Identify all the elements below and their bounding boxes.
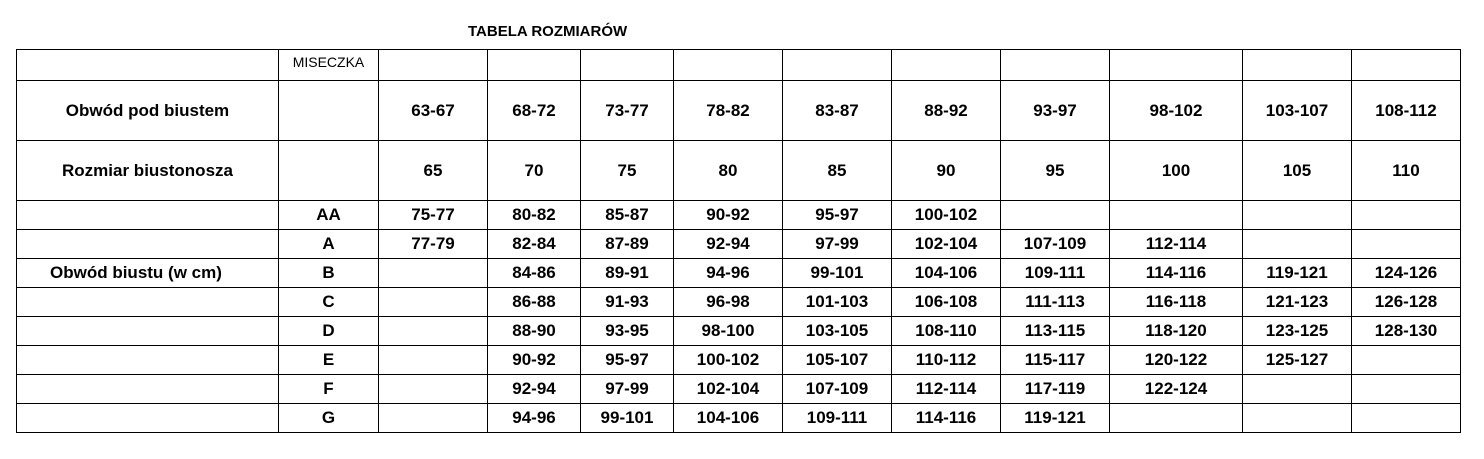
empty-cell [581, 50, 674, 81]
bust-value [379, 346, 488, 375]
bust-value [1110, 201, 1243, 230]
empty-cell [279, 141, 379, 201]
empty-cell [783, 50, 892, 81]
value-cell: 98-102 [1110, 81, 1243, 141]
value-cell: 83-87 [783, 81, 892, 141]
bust-value: 115-117 [1001, 346, 1110, 375]
bust-value: 99-101 [783, 259, 892, 288]
bust-value [1001, 201, 1110, 230]
bust-value: 119-121 [1243, 259, 1352, 288]
bust-value [1352, 375, 1461, 404]
cup-row [17, 230, 1461, 259]
value-cell: 105 [1243, 141, 1352, 201]
value-cell: 63-67 [379, 81, 488, 141]
bust-value: 80-82 [488, 201, 581, 230]
value-cell: 68-72 [488, 81, 581, 141]
bust-value: 123-125 [1243, 317, 1352, 346]
bust-value: 112-114 [892, 375, 1001, 404]
empty-cell [488, 50, 581, 81]
bust-value: 91-93 [581, 288, 674, 317]
bust-value: 86-88 [488, 288, 581, 317]
value-cell: 90 [892, 141, 1001, 201]
cup-label: G [279, 404, 379, 433]
bust-value: 120-122 [1110, 346, 1243, 375]
bust-value [1243, 230, 1352, 259]
bust-value [379, 375, 488, 404]
bust-value: 116-118 [1110, 288, 1243, 317]
bust-value: 98-100 [674, 317, 783, 346]
underbust-row [17, 81, 1461, 141]
empty-cell [1001, 50, 1110, 81]
empty-cell [279, 81, 379, 141]
bust-value: 77-79 [379, 230, 488, 259]
cup-label: D [279, 317, 379, 346]
bust-value: 125-127 [1243, 346, 1352, 375]
cup-row [17, 375, 1461, 404]
bust-value: 82-84 [488, 230, 581, 259]
bust-value: 126-128 [1352, 288, 1461, 317]
empty-cell [17, 230, 279, 259]
cup-label: A [279, 230, 379, 259]
bust-value: 90-92 [488, 346, 581, 375]
bust-value: 92-94 [488, 375, 581, 404]
empty-cell [1243, 50, 1352, 81]
bust-value: 95-97 [581, 346, 674, 375]
bust-value: 117-119 [1001, 375, 1110, 404]
bust-value: 102-104 [892, 230, 1001, 259]
band-size-row [17, 141, 1461, 201]
bust-value: 109-111 [783, 404, 892, 433]
bust-value [379, 259, 488, 288]
bust-value: 101-103 [783, 288, 892, 317]
bust-value: 90-92 [674, 201, 783, 230]
value-cell: 80 [674, 141, 783, 201]
empty-cell [379, 50, 488, 81]
empty-cell [1110, 50, 1243, 81]
cup-row [17, 288, 1461, 317]
cup-row [17, 201, 1461, 230]
bust-value: 119-121 [1001, 404, 1110, 433]
bust-value: 106-108 [892, 288, 1001, 317]
bust-value: 100-102 [892, 201, 1001, 230]
bust-value [1243, 201, 1352, 230]
value-cell: 95 [1001, 141, 1110, 201]
value-cell: 70 [488, 141, 581, 201]
bust-value: 122-124 [1110, 375, 1243, 404]
bust-value [1243, 375, 1352, 404]
bust-value: 95-97 [783, 201, 892, 230]
value-cell: 88-92 [892, 81, 1001, 141]
bust-value: 118-120 [1110, 317, 1243, 346]
cup-label: E [279, 346, 379, 375]
empty-cell [892, 50, 1001, 81]
size-table [16, 49, 1461, 433]
empty-cell [17, 288, 279, 317]
bust-value: 114-116 [1110, 259, 1243, 288]
bust-value: 93-95 [581, 317, 674, 346]
bust-value [1352, 230, 1461, 259]
bust-value: 105-107 [783, 346, 892, 375]
value-cell: 100 [1110, 141, 1243, 201]
empty-cell [17, 346, 279, 375]
row-label: Rozmiar biustonosza [17, 141, 279, 201]
empty-cell [17, 375, 279, 404]
bust-value: 104-106 [892, 259, 1001, 288]
bust-value [379, 288, 488, 317]
bust-value: 94-96 [674, 259, 783, 288]
bust-value [1352, 201, 1461, 230]
bust-value: 111-113 [1001, 288, 1110, 317]
bust-value [1110, 404, 1243, 433]
page-title: TABELA ROZMIARÓW [468, 23, 628, 40]
value-cell: 78-82 [674, 81, 783, 141]
bust-value: 75-77 [379, 201, 488, 230]
bust-value: 96-98 [674, 288, 783, 317]
value-cell: 108-112 [1352, 81, 1461, 141]
cup-label: C [279, 288, 379, 317]
bust-value: 97-99 [581, 375, 674, 404]
empty-cell [1352, 50, 1461, 81]
empty-cell [674, 50, 783, 81]
bust-value: 97-99 [783, 230, 892, 259]
bust-value: 103-105 [783, 317, 892, 346]
empty-cell [17, 317, 279, 346]
cup-label: AA [279, 201, 379, 230]
bust-value: 114-116 [892, 404, 1001, 433]
bust-value: 110-112 [892, 346, 1001, 375]
bust-value: 128-130 [1352, 317, 1461, 346]
value-cell: 93-97 [1001, 81, 1110, 141]
value-cell: 85 [783, 141, 892, 201]
value-cell: 65 [379, 141, 488, 201]
bust-value: 109-111 [1001, 259, 1110, 288]
bust-value [1243, 404, 1352, 433]
bust-value: 113-115 [1001, 317, 1110, 346]
cup-row [17, 404, 1461, 433]
bust-label: Obwód biustu (w cm) [17, 259, 279, 288]
bust-value: 99-101 [581, 404, 674, 433]
bust-value: 107-109 [783, 375, 892, 404]
bust-value: 102-104 [674, 375, 783, 404]
value-cell: 75 [581, 141, 674, 201]
value-cell: 73-77 [581, 81, 674, 141]
bust-value: 124-126 [1352, 259, 1461, 288]
bust-value: 89-91 [581, 259, 674, 288]
bust-value [1352, 346, 1461, 375]
row-label: Obwód pod biustem [17, 81, 279, 141]
value-cell: 110 [1352, 141, 1461, 201]
bust-value: 92-94 [674, 230, 783, 259]
bust-value: 87-89 [581, 230, 674, 259]
bust-value [379, 317, 488, 346]
bust-value: 85-87 [581, 201, 674, 230]
cup-label: B [279, 259, 379, 288]
bust-value: 107-109 [1001, 230, 1110, 259]
header-row [17, 50, 1461, 81]
empty-cell [17, 404, 279, 433]
empty-cell [17, 201, 279, 230]
empty-cell [17, 50, 279, 81]
cup-row [17, 317, 1461, 346]
bust-value: 100-102 [674, 346, 783, 375]
cup-label: F [279, 375, 379, 404]
cup-header: MISECZKA [279, 50, 379, 81]
bust-value: 94-96 [488, 404, 581, 433]
cup-row [17, 259, 1461, 288]
bust-value: 108-110 [892, 317, 1001, 346]
bust-value [379, 404, 488, 433]
value-cell: 103-107 [1243, 81, 1352, 141]
bust-value: 112-114 [1110, 230, 1243, 259]
cup-row [17, 346, 1461, 375]
bust-value: 104-106 [674, 404, 783, 433]
bust-value: 88-90 [488, 317, 581, 346]
bust-value: 121-123 [1243, 288, 1352, 317]
bust-value: 84-86 [488, 259, 581, 288]
bust-value [1352, 404, 1461, 433]
